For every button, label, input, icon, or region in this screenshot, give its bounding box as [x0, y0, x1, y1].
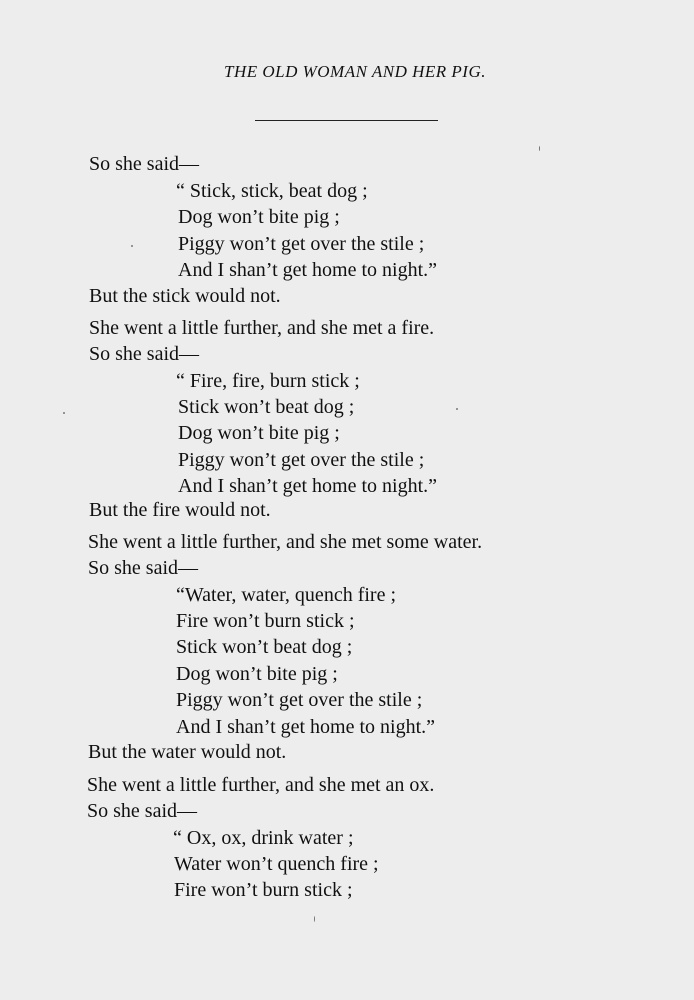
text-line: So she said—: [89, 153, 199, 175]
text-line: She went a little further, and she met some water.: [88, 531, 483, 553]
verse-line: Piggy won’t get over the stile ;: [176, 689, 423, 711]
text-line: But the fire would not.: [89, 499, 271, 521]
verse-line: “ Stick, stick, beat dog ;: [176, 180, 368, 202]
text-line: But the water would not.: [88, 741, 287, 763]
text-line: But the stick would not.: [89, 285, 281, 307]
paper-speck: [456, 408, 458, 410]
text-line: So she said—: [88, 557, 198, 579]
text-line: So she said—: [87, 800, 197, 822]
text-line: She went a little further, and she met an ox.: [87, 774, 435, 796]
paper-speck: [131, 245, 133, 247]
verse-line: Fire won’t burn stick ;: [174, 879, 353, 901]
verse-line: And I shan’t get home to night.”: [178, 475, 438, 497]
verse-line: “ Fire, fire, burn stick ;: [176, 370, 360, 392]
verse-line: And I shan’t get home to night.”: [178, 259, 438, 281]
verse-line: And I shan’t get home to night.”: [176, 716, 436, 738]
verse-line: Dog won’t bite pig ;: [176, 663, 338, 685]
text-line: She went a little further, and she met a fire.: [89, 317, 435, 339]
verse-line: Piggy won’t get over the stile ;: [178, 233, 425, 255]
text-line: So she said—: [89, 343, 199, 365]
title-rule: [255, 120, 438, 121]
verse-line: “ Ox, ox, drink water ;: [173, 827, 354, 849]
paper-speck: [314, 916, 315, 922]
verse-line: Stick won’t beat dog ;: [178, 396, 355, 418]
verse-line: Water won’t quench fire ;: [174, 853, 379, 875]
paper-speck: [539, 146, 540, 151]
verse-line: Dog won’t bite pig ;: [178, 206, 340, 228]
verse-line: Dog won’t bite pig ;: [178, 422, 340, 444]
verse-line: Stick won’t beat dog ;: [176, 636, 353, 658]
running-title: THE OLD WOMAN AND HER PIG.: [223, 62, 486, 81]
paper-speck: [63, 412, 65, 414]
verse-line: Fire won’t burn stick ;: [176, 610, 355, 632]
verse-line: Piggy won’t get over the stile ;: [178, 449, 425, 471]
verse-line: “Water, water, quench fire ;: [176, 584, 396, 606]
